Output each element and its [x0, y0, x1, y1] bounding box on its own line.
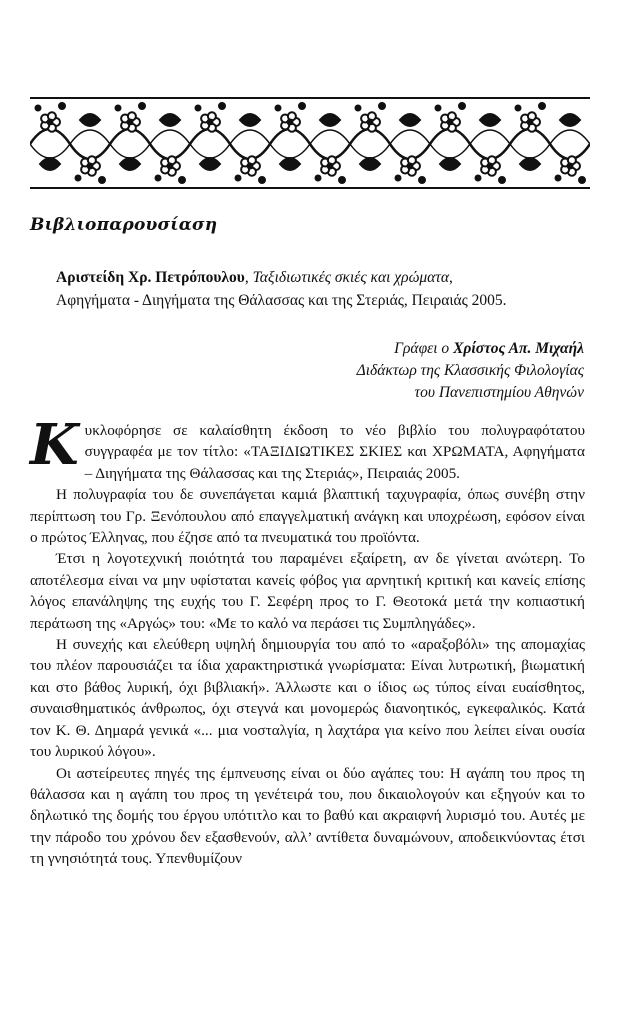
- paragraph-2: Η πολυγραφία του δε συνεπάγεται καμιά βλαπτική ταχυγραφία, όπως συνέβη στην περίπτωση του Γρ. Ξενόπουλου από επαγγελματική ανάγκη και υποχρέωση, εφόσον είναι ο πρώτος Έλληνας, που έζησε από τα πνευματικά του προϊόντα.: [30, 486, 585, 547]
- section-label: Βιβλιοπαρουσίαση: [30, 215, 218, 235]
- paragraph-1-text: υκλοφόρησε σε καλαίσθητη έκδοση το νέο βιβλίο του πολυγραφότατου συγγραφέα με τον τίτλο: «ΤΑΞΙΔΙΩΤΙΚΕΣ ΣΚΙΕΣ και ΧΡΩΜΑΤΑ, Αφηγήματα – Διηγήματα της Θάλασσας και της Στεριάς», Πειραιάς 2005.: [84, 422, 585, 482]
- book-citation: [56, 266, 596, 312]
- citation-separator: ,: [244, 269, 253, 286]
- reviewer-name: Χρίστος Απ. Μιχαήλ: [453, 340, 584, 357]
- paragraph-4: Η συνεχής και ελεύθερη υψηλή δημιουργία του από το «αραξοβόλι» της απομαχίας του πλέον παρουσιάζει τα ίδια χαρακτηριστικά γνωρίσματα: Είναι λυτρωτική, βιωματική και στο βάθος λυρική, όχι βιβλιακή». Άλλωστε και ο ίδιος ως τύπος είναι ευαίσθητος, συναισθηματικός άνθρωπος, όχι στεγνά και μονομερώς διανοητικός, εγκεφαλικός. Κατά τον Κ. Θ. Δημαρά γενικά «... μια νοσταλγία, η λαχτάρα για κείνο που λείπει είναι ουσία του λυρικού λόγου».: [30, 636, 585, 761]
- citation-comma: ,: [449, 269, 453, 286]
- byline-line-1: [357, 338, 584, 360]
- citation-line-1: [56, 266, 596, 289]
- reviewer-byline: [357, 338, 584, 404]
- citation-title: Ταξιδιωτικές σκιές και χρώματα: [252, 269, 449, 286]
- floral-ornament-border: [30, 92, 590, 194]
- byline-prefix: Γράφει ο: [394, 340, 454, 357]
- drop-cap: Κ: [30, 412, 79, 478]
- citation-line-2: Αφηγήματα - Διηγήματα της Θάλασσας και της Στεριάς, Πειραιάς 2005.: [56, 292, 507, 309]
- paragraph-3: Έτσι η λογοτεχνική ποιότητά του παραμένει εξαίρετη, αν δε γίνεται ανώτερη. Το αποτέλεσμα είναι να μην υφίσταται κανείς φόβος για αρνητική κριτική και κανείς επίσης λόγος επανάληψης της ευχής του Γ. Σεφέρη προς το Γ. Θεοτοκά μετά την κοπιαστική περάτωση της «Αργώς» του: «Με το καλό να περάσει τις Συμπληγάδες».: [30, 550, 585, 632]
- byline-line-3: του Πανεπιστημίου Αθηνών: [414, 384, 584, 401]
- paragraph-5: Οι αστείρευτες πηγές της έμπνευσης είναι οι δύο αγάπες του: Η αγάπη του προς τη θάλασσα και η αγάπη του προς τη γενέτειρά του, που δικαιολογούν και εξηγούν και το δηλωτικό της δομής του έργου υπότιτλο και το βαθύ και ακραιφνή λυρισμό του. Αυτές με την πάροδο του χρόνου δεν εξασθενούν, αλλ’ αντίθετα δυναμώνουν, αποδεικνύοντας έτσι τη γνησιότητά τους. Υπενθυμίζουν: [30, 764, 585, 868]
- byline-line-2: Διδάκτωρ της Κλασσικής Φιλολογίας: [356, 362, 584, 379]
- article-body: [30, 412, 585, 870]
- citation-author: Αριστείδη Χρ. Πετρόπουλου: [56, 269, 245, 286]
- paragraph-1: [30, 412, 585, 484]
